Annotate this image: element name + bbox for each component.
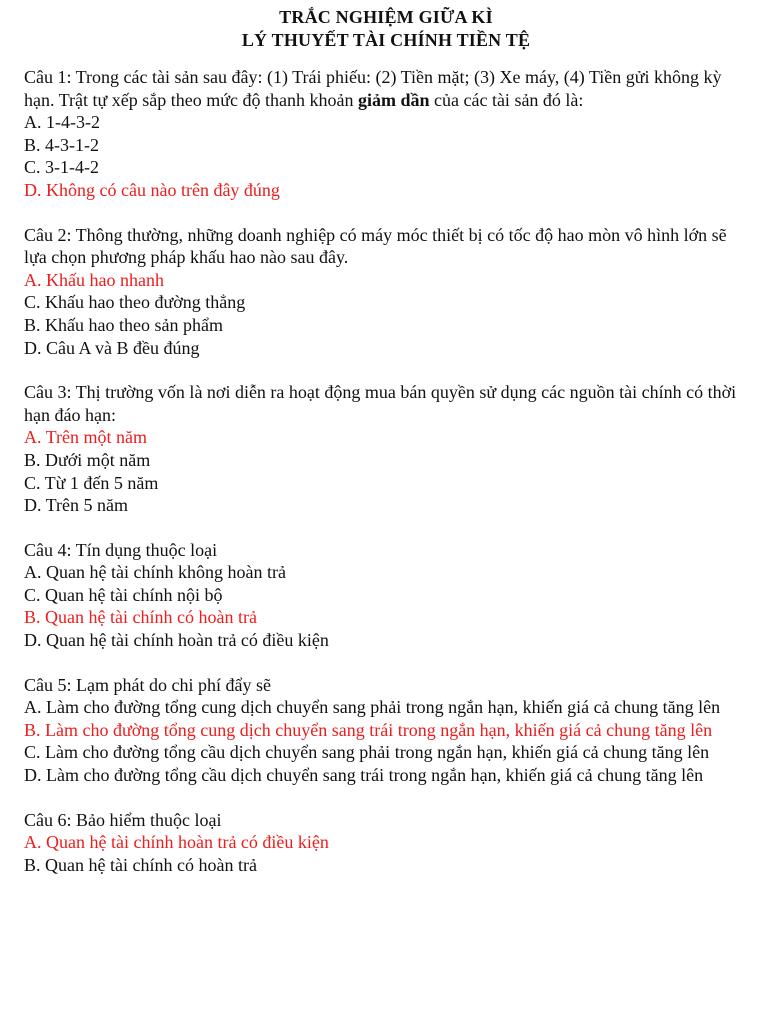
answer-option: D. Quan hệ tài chính hoàn trả có điều kiện [24, 630, 329, 651]
answer-option: A. 1-4-3-2 [24, 112, 100, 133]
question-5 [24, 674, 748, 787]
question-stem: Câu 4: Tín dụng thuộc loại [24, 539, 218, 560]
document-page [24, 6, 748, 898]
stem-text: Câu 1: Trong các tài sản sau đây: (1) Trái phiếu: (2) Tiền mặt; (3) Xe máy, (4) Tiền gửi không kỳ hạn. Trật tự xếp sắp theo mức độ thanh khoản [24, 67, 722, 110]
answer-option: C. Quan hệ tài chính nội bộ [24, 584, 223, 605]
document-header [24, 6, 748, 52]
answer-option: B. Quan hệ tài chính có hoàn trả [24, 607, 257, 628]
answer-option: D. Trên 5 năm [24, 495, 129, 516]
answer-option: D. Làm cho đường tổng cầu dịch chuyển sang trái trong ngắn hạn, khiến giá cả chung tăng lên [24, 765, 704, 786]
page-subtitle: LÝ THUYẾT TÀI CHÍNH TIỀN TỆ [241, 30, 531, 50]
question-stem: Câu 2: Thông thường, những doanh nghiệp có máy móc thiết bị có tốc độ hao mòn vô hình lớn sẽ lựa chọn phương pháp khấu hao nào sau đây. [24, 224, 727, 268]
question-2 [24, 224, 748, 360]
answer-option: C. Từ 1 đến 5 năm [24, 472, 159, 493]
answer-option: A. Làm cho đường tổng cung dịch chuyển sang phải trong ngắn hạn, khiến giá cả chung tăng lên [24, 697, 721, 718]
page-title: TRẮC NGHIỆM GIỮA KÌ [279, 7, 493, 27]
answer-option: C. Làm cho đường tổng cầu dịch chuyển sang phải trong ngắn hạn, khiến giá cả chung tăng lên [24, 742, 710, 763]
answer-option: B. Dưới một năm [24, 449, 151, 470]
answer-option: D. Câu A và B đều đúng [24, 337, 200, 358]
question-stem: Câu 6: Bảo hiểm thuộc loại [24, 809, 222, 830]
question-stem: Câu 3: Thị trường vốn là nơi diễn ra hoạt động mua bán quyền sử dụng các nguồn tài chính có thời hạn đáo hạn: [24, 382, 737, 425]
answer-option: C. 3-1-4-2 [24, 157, 99, 178]
question-3 [24, 381, 748, 517]
answer-option: C. Khấu hao theo đường thẳng [24, 292, 246, 313]
question-6 [24, 809, 748, 877]
answer-option: A. Quan hệ tài chính hoàn trả có điều kiện [24, 832, 329, 853]
question-stem [24, 66, 748, 111]
answer-option: A. Quan hệ tài chính không hoàn trả [24, 562, 286, 583]
answer-option: B. 4-3-1-2 [24, 134, 99, 155]
stem-text: của các tài sản đó là: [429, 89, 584, 110]
question-stem: Câu 5: Lạm phát do chi phí đẩy sẽ [24, 674, 271, 695]
question-4 [24, 539, 748, 652]
question-1 [24, 66, 748, 202]
answer-option: A. Khấu hao nhanh [24, 269, 164, 290]
answer-option: A. Trên một năm [24, 427, 148, 448]
answer-option: B. Làm cho đường tổng cung dịch chuyển sang trái trong ngắn hạn, khiến giá cả chung tăng lên [24, 719, 713, 740]
answer-option: B. Khấu hao theo sản phẩm [24, 314, 223, 335]
answer-option: D. Không có câu nào trên đây đúng [24, 179, 280, 200]
answer-option: B. Quan hệ tài chính có hoàn trả [24, 854, 257, 875]
stem-emphasis: giảm dần [357, 89, 430, 110]
